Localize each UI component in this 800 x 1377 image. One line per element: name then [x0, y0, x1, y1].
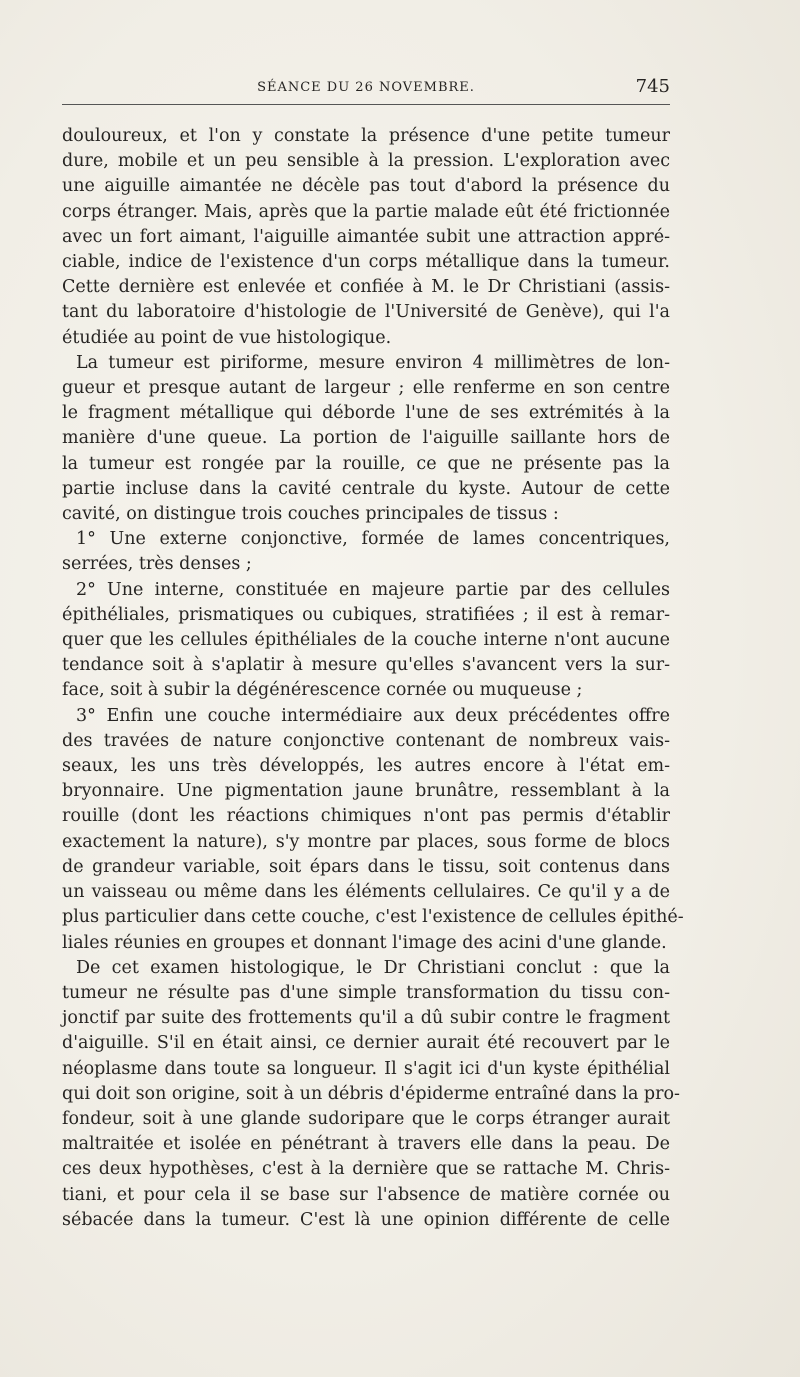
text-line: seaux, les uns très développés, les autres encore à l'état em- — [62, 756, 670, 777]
paragraph-start: De cet examen histologique, le Dr Christiani conclut : que la — [76, 957, 670, 978]
text-line: une aiguille aimantée ne décèle pas tout d'abord la présence du — [62, 176, 670, 197]
text-line: tendance soit à s'aplatir à mesure qu'elles s'avancent vers la sur- — [62, 655, 670, 676]
text-line: dure, mobile et un peu sensible à la pression. L'exploration avec — [62, 151, 670, 172]
paragraph-start: 3° Enfin une couche intermédiaire aux deux précédentes offre — [76, 705, 670, 726]
paragraph-start: 2° Une interne, constituée en majeure partie par des cellules — [76, 579, 670, 600]
text-line: gueur et presque autant de largeur ; elle renferme en son centre — [62, 378, 670, 399]
text-line: néoplasme dans toute sa longueur. Il s'agit ici d'un kyste épithélial — [62, 1058, 670, 1079]
text-line: des travées de nature conjonctive contenant de nombreux vais- — [62, 730, 670, 751]
text-line: cavité, on distingue trois couches principales de tissus : — [62, 504, 559, 525]
text-line: étudiée au point de vue histologique. — [62, 327, 392, 348]
text-line: qui doit son origine, soit à un débris d'épiderme entraîné dans la pro- — [62, 1083, 680, 1104]
running-title: SÉANCE DU 26 NOVEMBRE. — [257, 80, 475, 95]
text-line: jonctif par suite des frottements qu'il a dû subir contre le fragment — [62, 1008, 670, 1029]
text-line: un vaisseau ou même dans les éléments cellulaires. Ce qu'il y a de — [62, 882, 670, 903]
text-line: ces deux hypothèses, c'est à la dernière que se rattache M. Chris- — [62, 1159, 670, 1180]
page-header — [62, 76, 670, 108]
paragraph-start: La tumeur est piriforme, mesure environ 4 millimètres de lon- — [76, 352, 670, 373]
text-line: rouille (dont les réactions chimiques n'ont pas permis d'établir — [62, 806, 670, 827]
text-line: serrées, très denses ; — [62, 554, 252, 575]
paragraph-start: 1° Une externe conjonctive, formée de lames concentriques, — [76, 529, 670, 550]
text-line: fondeur, soit à une glande sudoripare que le corps étranger aurait — [62, 1108, 670, 1129]
text-line: manière d'une queue. La portion de l'aiguille saillante hors de — [62, 428, 670, 449]
body-text — [62, 124, 684, 1233]
text-line: bryonnaire. Une pigmentation jaune brunâtre, ressemblant à la — [62, 781, 670, 802]
text-line: plus particulier dans cette couche, c'est l'existence de cellules épithé- — [62, 907, 684, 928]
text-line: douloureux, et l'on y constate la présence d'une petite tumeur — [62, 126, 670, 146]
text-line: tiani, et pour cela il se base sur l'absence de matière cornée ou — [62, 1184, 670, 1205]
text-line: exactement la nature), s'y montre par places, sous forme de blocs — [62, 831, 670, 852]
text-line: tant du laboratoire d'histologie de l'Université de Genève), qui l'a — [62, 302, 670, 323]
text-line: de grandeur variable, soit épars dans le tissu, soit contenus dans — [62, 856, 670, 877]
text-line: sébacée dans la tumeur. C'est là une opinion différente de celle — [62, 1209, 670, 1230]
text-line: corps étranger. Mais, après que la partie malade eût été frictionnée — [62, 201, 670, 222]
text-line: le fragment métallique qui déborde l'une de ses extrémités à la — [62, 403, 670, 424]
text-line: Cette dernière est enlevée et confiée à M. le Dr Christiani (assis- — [62, 277, 670, 298]
text-line: partie incluse dans la cavité centrale du kyste. Autour de cette — [62, 478, 670, 499]
text-line: maltraitée et isolée en pénétrant à travers elle dans la peau. De — [62, 1134, 670, 1155]
page-number: 745 — [635, 76, 670, 97]
text-line: la tumeur est rongée par la rouille, ce que ne présente pas la — [62, 453, 670, 474]
text-line: quer que les cellules épithéliales de la couche interne n'ont aucune — [62, 630, 670, 651]
text-line: tumeur ne résulte pas d'une simple transformation du tissu con- — [62, 982, 670, 1003]
text-line: face, soit à subir la dégénérescence cornée ou muqueuse ; — [62, 680, 583, 701]
text-line: d'aiguille. S'il en était ainsi, ce dernier aurait été recouvert par le — [62, 1033, 670, 1054]
text-line: épithéliales, prismatiques ou cubiques, stratifiées ; il est à remar- — [62, 604, 670, 625]
header-rule — [62, 104, 670, 105]
text-line: liales réunies en groupes et donnant l'image des acini d'une glande. — [62, 932, 667, 953]
text-line: ciable, indice de l'existence d'un corps métallique dans la tumeur. — [62, 252, 670, 273]
text-line: avec un fort aimant, l'aiguille aimantée subit une attraction appré- — [62, 226, 670, 247]
